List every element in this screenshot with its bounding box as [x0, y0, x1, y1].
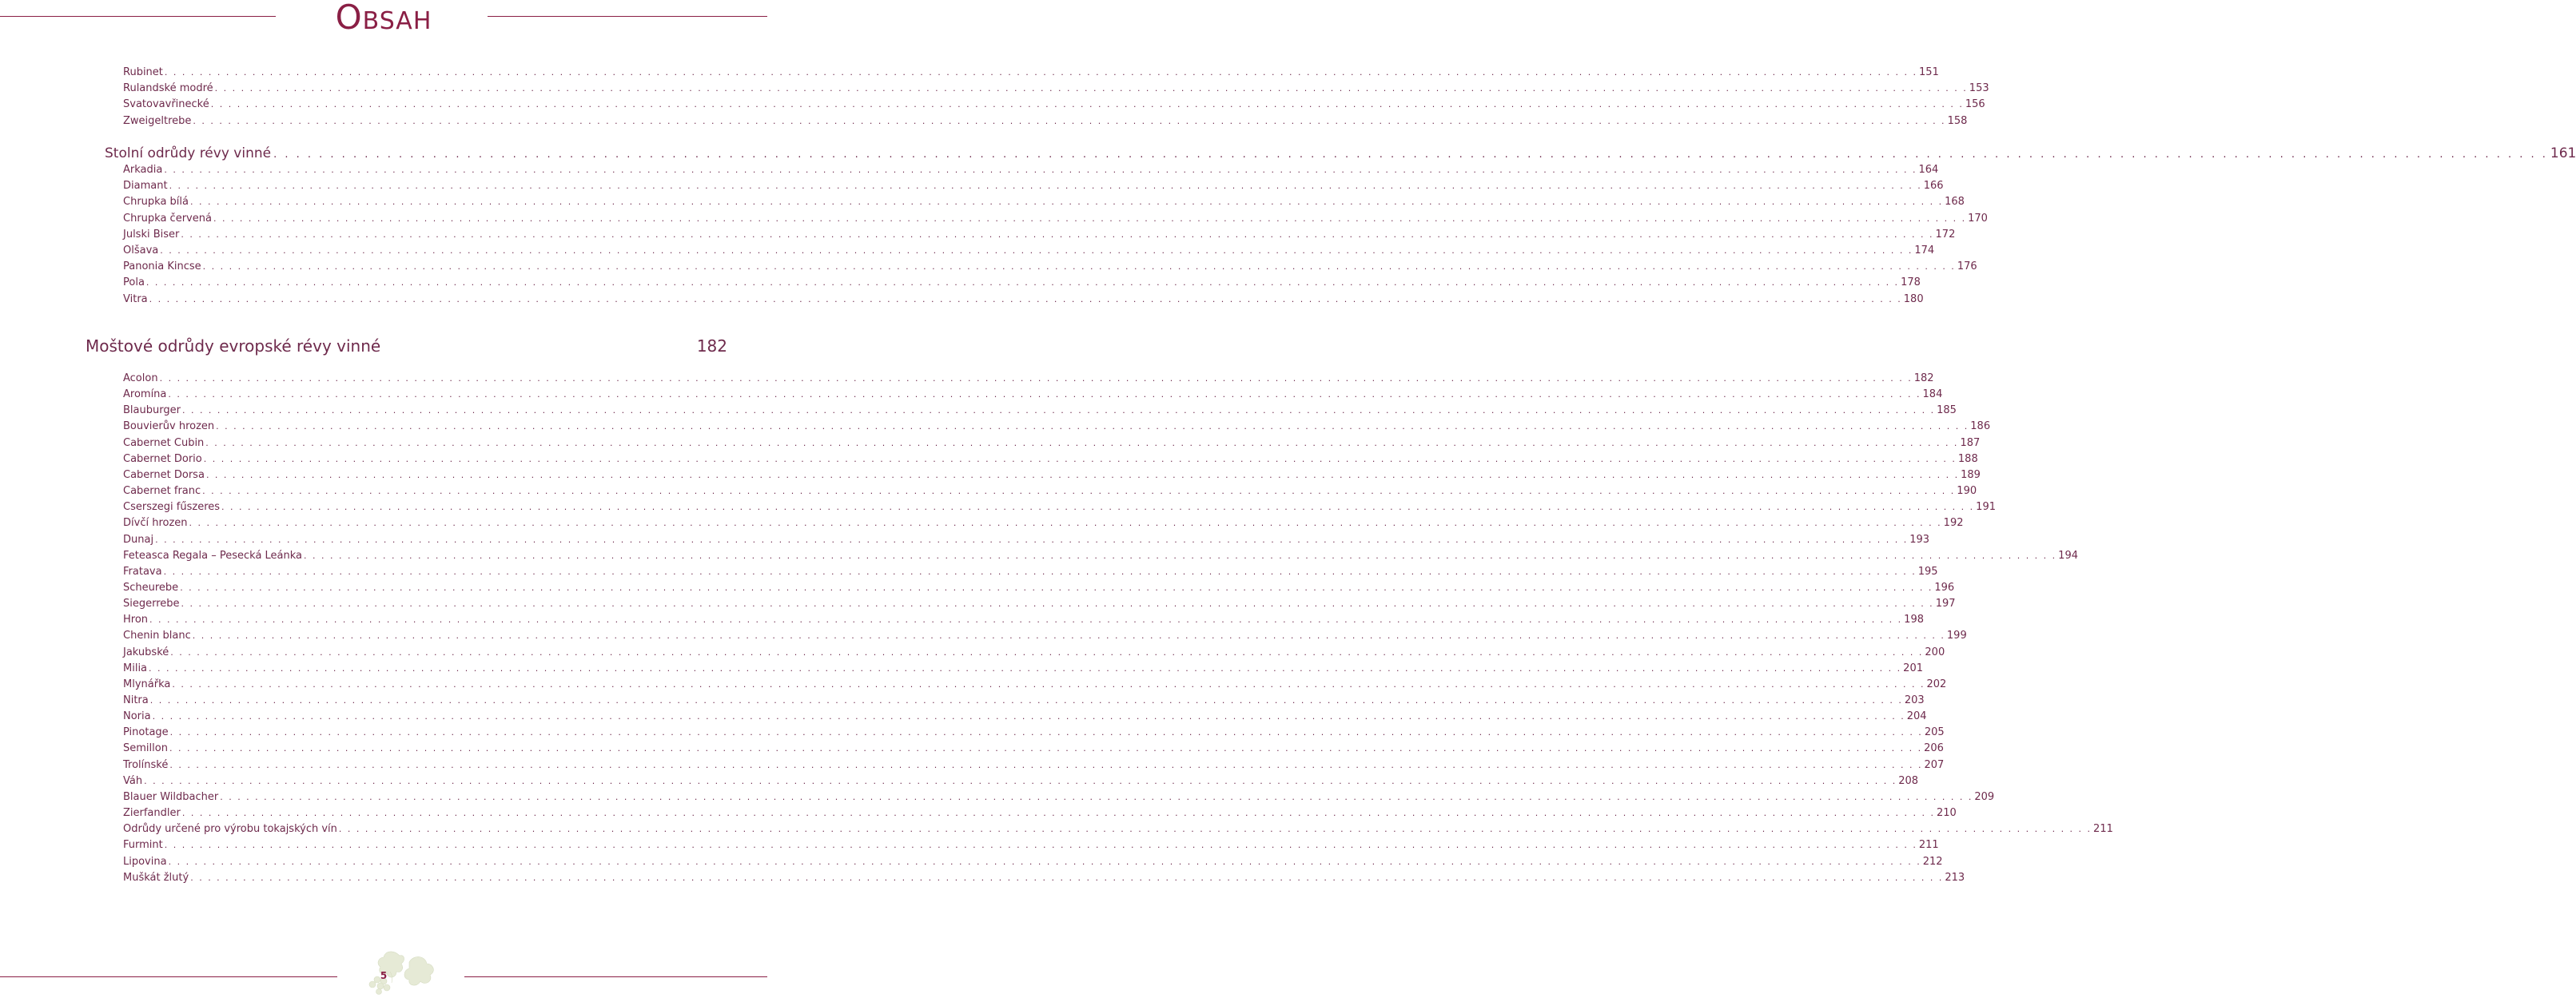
toc-entry-page: 211	[1918, 839, 1939, 852]
toc-entry	[123, 807, 1957, 823]
toc-entry-page: 201	[1903, 662, 1923, 674]
toc-leader-dots: . . . . . . . . . . . . . . . . . . . . . . . . . . . . . . . . . . . . . . . . . . . . . . . . . . . . . . . . . . . . . . . . . . . . . . . . . . . . . . . . . . . . . . . . . . . . . . . . . . . . . . . . . . . . . . . . . . . . . . . . . . . . . . . . . . . . . . . . . . . . . . . . . . . . . . . . . . . . . . . . . . . . . . . . . . . . . . . . . . . . . . . . . . . . . . . . . . . . . . . .	[168, 389, 1921, 400]
toc-leader-dots: . . . . . . . . . . . . . . . . . . . . . . . . . . . . . . . . . . . . . . . . . . . . . . . . . . . . . . . . . . . . . . . . . . . . . . . . . . . . . . . . . . . . . . . . . . . . . . . . . . . . . . . . . . . . . . . . . . . . . . . . . . . . . . . . . . . . . . . . . . . . . . . . . . . . . . . . . . . . . . . . . . . . . . . . . . . . . . . . . . . . . . . . . . . . . . . . . . . . . . . .	[172, 678, 1925, 690]
toc-leader-dots: . . . . . . . . . . . . . . . . . . . . . . . . . . . . . . . . . . . . . . . . . . . . . . . . . . . . . . . . . . . . . . . . . . . . . . . . . . . . . . . . . . . . . . . . . . . . . . . . . . . . . . . . . . . . . . . . . . . . . . . . . . . . . . . . . . . . . . . . . . . . . . . . . . . . . . . . . . . . . . . . . . . . . . . . . . . . . . . . . . . . . . . . . . . . . . . . . . . . . . . .	[210, 99, 1964, 110]
toc-entry	[123, 855, 1943, 872]
toc-section-label: Stolní odrůdy révy vinné	[105, 145, 272, 161]
toc-entry-label: Milia	[123, 662, 148, 674]
toc-entry	[123, 726, 1945, 742]
toc-entry	[123, 581, 1955, 598]
toc-entry	[123, 549, 2078, 566]
toc-entry	[123, 212, 1988, 229]
toc-entry-label: Pola	[123, 276, 145, 289]
toc-entry-page: 192	[1943, 517, 1964, 530]
toc-leader-dots: . . . . . . . . . . . . . . . . . . . . . . . . . . . . . . . . . . . . . . . . . . . . . . . . . . . . . . . . . . . . . . . . . . . . . . . . . . . . . . . . . . . . . . . . . . . . . . . . . . . . . . . . . . . . . . . . . . . . . . . . . . . . . . . . . . . . . . . . . . . . . . . . . . . . . . . . . . . . . . . . . . . . . . . . . . . . . . . . . . . . . . . . . . . . . . . . . . . . . . . .	[152, 711, 1905, 722]
toc-entry-page: 187	[1960, 436, 1981, 449]
toc-entry-label: Váh	[123, 774, 143, 787]
toc-entry-page: 203	[1904, 694, 1925, 706]
toc-entry-label: Furmint	[123, 839, 163, 852]
toc-leader-dots: . . . . . . . . . . . . . . . . . . . . . . . . . . . . . . . . . . . . . . . . . . . . . . . . . . . . . . . . . . . . . . . . . . . . . . . . . . . . . . . . . . . . . . . . . . . . . . . . . . . . . . . . . . . . . . . . . . . . . . . . . . . . . . . . . . . . . . . . . . . . . . . . . . . . . . . . . . . . . . . . . . . . . . . . . . . . . . . . . . . . . . . . . . . . . . . . . . . . . . . .	[149, 614, 1903, 626]
toc-entry-label: Blauburger	[123, 404, 181, 417]
toc-entry	[123, 114, 1968, 131]
toc-entry-label: Rulandské modré	[123, 82, 213, 95]
toc-entry-page: 205	[1924, 726, 1945, 739]
toc-entry	[123, 598, 1956, 614]
toc-leader-dots: . . . . . . . . . . . . . . . . . . . . . . . . . . . . . . . . . . . . . . . . . . . . . . . . . . . . . . . . . . . . . . . . . . . . . . . . . . . . . . . . . . . . . . . . . . . . . . . . . . . . . . . . . . . . . . . . . . . . . . . . . . . . . . . . . . . . . . . . . . . . . . . . . . . . . . . . . . . . . . . . . . . . . . . . . . . . . . . . . . . . . . . . . . . . . . . . . . . . . . . .	[169, 743, 1923, 754]
toc-entry-page: 202	[1926, 678, 1947, 690]
toc-entry	[123, 662, 1923, 678]
toc-entry-label: Acolon	[123, 372, 158, 384]
toc-entry	[123, 292, 1924, 309]
toc-entry	[123, 774, 1919, 791]
toc-leader-dots: . . . . . . . . . . . . . . . . . . . . . . . . . . . . . . . . . . . . . . . . . . . . . . . . . . . . . . . . . . . . . . . . . . . . . . . . . . . . . . . . . . . . . . . . . . . . . . . . . . . . . . . . . . . . . . . . . . . . . . . . . . . . . . . . . . . . . . . . . . . . . . . . . . . . . . . . . . . . . . . . . . . . . . . . . . . . . . . . . . . . . . . . . . . . . . . . . . . . . . . .	[169, 759, 1923, 770]
toc-entry-label: Odrůdy určené pro výrobu tokajských vín	[123, 823, 337, 836]
toc-leader-dots: . . . . . . . . . . . . . . . . . . . . . . . . . . . . . . . . . . . . . . . . . . . . . . . . . . . . . . . . . . . . . . . . . . . . . . . . . . . . . . . . . . . . . . . . . . . . . . . . . . . . . . . . . . . . . . . . . . . . . . . . . . . . . . . . . . . . . . . . . . . . . . . . . . . . . . . . . . . . . . . . . . . . . . . . . . . . . . . . . . . . . . . . . . . . . . . . . . . . . . . .	[202, 261, 1956, 272]
toc-entry	[123, 228, 1956, 245]
toc-entry	[123, 180, 1944, 196]
toc-entry	[123, 839, 1939, 855]
toc-entry-page: 206	[1924, 742, 1944, 755]
toc-entry	[123, 404, 1957, 420]
toc-entry-label: Pinotage	[123, 726, 169, 739]
toc-entry-page: 198	[1904, 614, 1924, 626]
toc-entry-label: Dunaj	[123, 533, 154, 546]
toc-entry-page: 193	[1909, 533, 1930, 546]
toc-leader-dots: . . . . . . . . . . . . . . . . . . . . . . . . . . . . . . . . . . . . . . . . . . . . . . . . . . . . . . . . . . . . . . . . . . . . . . . . . . . . . . . . . . . . . . . . . . . . . . . . . . . . . . . . . . . . . . . . . . . . . . . . . . . . . . . . . . . . . . . . . . . . . . . . . . . . . . . . . . . . . . . . . . . . . . . . . . . . . . . . . . . . . . . . . . . . . . . . . . . . . . . .	[192, 630, 1945, 642]
toc-entry-label: Lipovina	[123, 855, 167, 868]
toc-entry-label: Nitra	[123, 694, 149, 706]
toc-entry	[123, 452, 1978, 469]
toc-entry	[123, 276, 1921, 292]
toc-entry-page: 185	[1937, 404, 1957, 417]
toc-entry-label: Chrupka bílá	[123, 196, 189, 209]
toc-entry-label: Cabernet Cubin	[123, 436, 205, 449]
toc-entry	[123, 823, 2113, 839]
toc-entry-page: 180	[1903, 292, 1924, 305]
toc-leader-dots: . . . . . . . . . . . . . . . . . . . . . . . . . . . . . . . . . . . . . . . . . . . . . . . . . . . . . . . . . . . . . . . . . . . . . . . . . . . . . . . . . . . . . . . . . . . . . . . . . . . . . . . . . . . . . . . . . . . . . . . . . . . . . . . . . . . . . . . . . . . . . . . . . . . . . . . . . . . . . . . . . . . . . . . . . . . . . . . . . . . . . . . . . . . . . . . . . . . . . . . .	[205, 469, 1960, 480]
toc-entry-label: Mlynářka	[123, 678, 171, 690]
toc-entry-page: 197	[1935, 598, 1956, 610]
toc-entry-label: Fratava	[123, 565, 162, 578]
toc-entry-page: 200	[1925, 646, 1945, 658]
toc-entry-page: 213	[1945, 871, 1965, 884]
toc-entry-page: 191	[1976, 501, 1996, 514]
toc-entry	[123, 196, 1965, 212]
toc-entry-page: 182	[1913, 372, 1934, 384]
page-title	[0, 0, 767, 38]
toc-entry-label: Arkadia	[123, 164, 163, 176]
toc-leader-dots: . . . . . . . . . . . . . . . . . . . . . . . . . . . . . . . . . . . . . . . . . . . . . . . . . . . . . . . . . . . . . . . . . . . . . . . . . . . . . . . . . . . . . . . . . . . . . . . . . . . . . . . . . . . . . . . . . . . . . . . . . . . . . . . . . . . . . . . . . . . . . . . . . . . . . . . . . . . . . . . . . . . . . . . . . . . . . . . . . . . . . . . . . . . . . . . . . . . . . . . .	[169, 727, 1923, 738]
toc-leader-dots: . . . . . . . . . . . . . . . . . . . . . . . . . . . . . . . . . . . . . . . . . . . . . . . . . . . . . . . . . . . . . . . . . . . . . . . . . . . . . . . . . . . . . . . . . . . . . . . . . . . . . . . . . . . . . . . . . . . . . . . . . . . . . . . . . . . . . . . . . . . . . . . . . . . . . . . . . . . . . . . . . . . . . . . . . . . . . . . . . . . . . . . . . . . . . . . . . . . . . . . .	[220, 791, 1973, 802]
toc-entry-page: 176	[1957, 260, 1977, 273]
toc-entry-page: 199	[1946, 630, 1967, 642]
toc-entry-label: Zweigeltrebe	[123, 114, 192, 127]
toc-entry-label: Scheurebe	[123, 581, 179, 594]
toc-entry-page: 166	[1923, 180, 1944, 193]
toc-leader-dots: . . . . . . . . . . . . . . . . . . . . . . . . . . . . . . . . . . . . . . . . . . . . . . . . . . . . . . . . . . . . . . . . . . . . . . . . . . . . . . . . . . . . . . . . . . . . . . . . . . . . . . . . . . . . . . . . . . . . . . . . . . . . . . . . . . . . . . . . . . . . . . . . . . . . . . . . . . . . . . . . . . . . . . . . . . . . . . . . . . . . . . . . . . . . . . . . . . . . . . . .	[180, 582, 1933, 593]
toc-entry-page: 207	[1924, 758, 1945, 771]
toc-entry-label: Vitra	[123, 292, 148, 305]
toc-entry-label: Noria	[123, 710, 151, 723]
toc-entry	[123, 678, 1947, 694]
toc-entry-page: 168	[1945, 196, 1965, 209]
toc-entry-page: 156	[1965, 98, 1985, 111]
toc-entry	[123, 871, 1965, 888]
toc-leader-dots: . . . . . . . . . . . . . . . . . . . . . . . . . . . . . . . . . . . . . . . . . . . . . . . . . . . . . . . . . . . . . . . . . . . . . . . . . . . . . . . . . . . . . . . . . . . . . . . . . . . . . . . . . . . . . . . . . . . . . . . . . . . . . . . . . . . . . . . . . . . . . . . . . . . . . . . . . . . . . . . . . . . . . . . . . . . . . . . . . . . . . . . . . . . . . . . . . . . . . . . .	[163, 566, 1917, 577]
page-number: 5	[380, 970, 388, 981]
toc-entry-label: Cabernet Dorsa	[123, 468, 205, 481]
toc-leader-dots: . . . . . . . . . . . . . . . . . . . . . . . . . . . . . . . . . . . . . . . . . . . . . . . . . . . . . . . . . . . . . . . . . . . . . . . . . . . . . . . . . . . . . . . . . . . . . . . . . . . . . . . . . . . . . . . . . . . . . . . . . . . . . . . . . . . . . . . . . . . . . . . . . . . . . . . . . . . . . . . . . . . . . . . . . . . . . . . . . . . . . . . . . . . . . . . . . . . . . . . .	[164, 67, 1918, 78]
toc-entry-page: 196	[1934, 581, 1955, 594]
page-title-initial: O	[335, 0, 363, 37]
toc-entry-label: Muškát žlutý	[123, 871, 189, 884]
toc-entry-page: 184	[1922, 388, 1943, 401]
toc-leader-dots: . . . . . . . . . . . . . . . . . . . . . . . . . . . . . . . . . . . . . . . . . . . . . . . . . . . . . . . . . . . . . . . . . . . . . . . . . . . . . . . . . . . . . . . . . . . . . . . . . . . . . . . . . . . . . . . . . . . . . . . . . . . . . . . . . . . . . . . . . . . . . . . . . . . . . . . . . . . . . . . . . . . . . . . . . . . . . . . . . . . . . . . . . . . . . . . . . . . . . . . .	[149, 293, 1902, 304]
toc-leader-dots: . . . . . . . . . . . . . . . . . . . . . . . . . . . . . . . . . . . . . . . . . . . . . . . . . . . . . . . . . . . . . . . . . . . . . . . . . . . . . . . . . . . . . . . . . . . . . . . . . . . . . . . . . . . . . . . . . . . . . . . . . . . . . . . . . . . . . . . . . . . . . . . . . . . . . . . . . . . . . . . . . . . . . . . . . . . . . . . . . . . . . . . . . . . . . . . . . . . . . . . .	[205, 437, 1959, 448]
toc-leader-dots: . . . . . . . . . . . . . . . . . . . . . . . . . . . . . . . . . . . . . . . . . . . . . . . . . . . . . . . . . . . . . . . . . . . . . . . . . . . . . . . . . . . . . . . . . . . . . . . . . . . . . . . . . . . . . . . . . . . . . . . . . . . . . . . . . . . . . . . . . . . . . . . . . . . . . . . . . . . . . . . . . . . . . . . . . . . . . . . . . . . . . . . . . . . . . . . . . . . . . . . .	[193, 115, 1946, 126]
toc-heading-page: 182	[696, 336, 727, 356]
toc-entry	[123, 420, 1991, 436]
toc-leader-dots: . . . . . . . . . . . . . . . . . . . . . . . . . . . . . . . . . . . . . . . . . . . . . . . . . . . . . . . . . . . . . . . . . . . . . . . . . . . . . . . . . . . . . . . . . . . . . . . . . . . . . . . . . . . . . . . . . . . . . . . . . . . . . . . . . . . . . . . . . . . . . . . . . . . . . . . . . . . . . . . . . . . . . . . . . . . . . . . . . . . . . . . . . . . . . . . . . . . . . . . .	[216, 421, 1969, 432]
toc-leader-dots: . . . . . . . . . . . . . . . . . . . . . . . . . . . . . . . . . . . . . . . . . . . . . . . . . . . . . . . . . . . . . . . . . . . . . . . . . . . . . . . . . . . . . . . . . . . . . . . . . . . . . . . . . . . . . . . . . . . . . . . . . . . . . . . . . . . . . . . . . . . . . . . . . . . . . . . . . . . . . . . . . . . . . . . . . . . . . . . . . . . . . . . . . . . . . . . . . . . . . . . .	[203, 453, 1957, 464]
toc-leader-dots: . . . . . . . . . . . . . . . . . . . . . . . . . . . . . . . . . . . . . . . . . . . . . . . . . . . . . . . . . . . . . . . . . . . . . . . . . . . . . . . . . . . . . . . . . . . . . . . . . . . . . . . . . . . . . . . . . . . . . . . . . . . . . . . . . . . . . . . . . . . . . . . . . . . . . . . . . . . . . . . . . . . . . . . . . . . . . . . . . . . . . . . . . . . . . . . . . . . . . . . .	[273, 149, 2548, 161]
toc-entry	[123, 742, 1944, 758]
toc-entry-label: Chrupka červená	[123, 212, 212, 225]
toc-entry-page: 212	[1922, 855, 1943, 868]
toc-leader-dots: . . . . . . . . . . . . . . . . . . . . . . . . . . . . . . . . . . . . . . . . . . . . . . . . . . . . . . . . . . . . . . . . . . . . . . . . . . . . . . . . . . . . . . . . . . . . . . . . . . . . . . . . . . . . . . . . . . . . . . . . . . . . . . . . . . . . . . . . . . . . . . . . . . . . . . . . . . . . . . . . . . . . . . . . . . . . . . . . . . . . . . . . . . . . . . . . . . . . . . . .	[164, 840, 1917, 851]
toc-leader-dots: . . . . . . . . . . . . . . . . . . . . . . . . . . . . . . . . . . . . . . . . . . . . . . . . . . . . . . . . . . . . . . . . . . . . . . . . . . . . . . . . . . . . . . . . . . . . . . . . . . . . . . . . . . . . . . . . . . . . . . . . . . . . . . . . . . . . . . . . . . . . . . . . . . . . . . . . . . . . . . . . . . . . . . . . . . . . . . . . . . . . . . . . . . . . . . . . . . . . . . . .	[149, 695, 1903, 706]
toc-entry-label: Dívčí hrozen	[123, 517, 188, 530]
toc-entry-label: Feteasca Regala – Pesecká Leánka	[123, 549, 303, 562]
toc-entry-label: Hron	[123, 614, 149, 626]
toc-entry	[123, 790, 1995, 807]
toc-entry	[123, 614, 1924, 630]
toc-entry-label: Cabernet Dorio	[123, 452, 202, 465]
toc-leader-dots: . . . . . . . . . . . . . . . . . . . . . . . . . . . . . . . . . . . . . . . . . . . . . . . . . . . . . . . . . . . . . . . . . . . . . . . . . . . . . . . . . . . . . . . . . . . . . . . . . . . . . . . . . . . . . . . . . . . . . . . . . . . . . . . . . . . . . . . . . . . . . . . . . . . . . . . . . . . . . . . . . . . . . . . . . . . . . . . . . . . . . . . . . . . . . . . . . . . . . . . .	[164, 165, 1917, 175]
toc-leader-dots: . . . . . . . . . . . . . . . . . . . . . . . . . . . . . . . . . . . . . . . . . . . . . . . . . . . . . . . . . . . . . . . . . . . . . . . . . . . . . . . . . . . . . . . . . . . . . . . . . . . . . . . . . . . . . . . . . . . . . . . . . . . . . . . . . . . . . . . . . . . . . . . . . . . . . . . . . . . . . . . . . . . . . . . . . . . . . . . . . . . . . . . . . . . . . . . . . . . . . . . .	[170, 646, 1924, 658]
toc-entry-page: 195	[1917, 565, 1938, 578]
toc-entry	[123, 66, 1939, 82]
toc-entry-page: 204	[1906, 710, 1927, 723]
toc-entry	[123, 565, 1938, 582]
toc-entry-page: 174	[1914, 245, 1935, 256]
toc-entry-label: Trolínské	[123, 758, 169, 771]
toc-entry-page: 178	[1901, 276, 1921, 289]
toc-entry-label: Rubinet	[123, 66, 163, 78]
toc-leader-dots: . . . . . . . . . . . . . . . . . . . . . . . . . . . . . . . . . . . . . . . . . . . . . . . . . . . . . . . . . . . . . . . . . . . . . . . . . . . . . . . . . . . . . . . . . . . . . . . . . . . . . . . . . . . . . . . . . . . . . . . . . . . . . . . . . . . . . . . . . . . . . . . . . . . . . . . . . . . . . . . . . . . . . . . . . . . . . . . . . . . . . . . . . . . . . . . . . . . . . . . .	[189, 518, 1942, 529]
toc-entry	[123, 372, 1934, 388]
toc-entry	[123, 710, 1927, 726]
toc-leader-dots: . . . . . . . . . . . . . . . . . . . . . . . . . . . . . . . . . . . . . . . . . . . . . . . . . . . . . . . . . . . . . . . . . . . . . . . . . . . . . . . . . . . . . . . . . . . . . . . . . . . . . . . . . . . . . . . . . . . . . . . . . . . . . . . . . . . . . . . . . . . . . . . . . . . . . . . . . . . . . . . . . . . . . . . . . . . . . . . . . . . . . . . . . . . . . . . . . . . . . . . .	[213, 213, 1967, 224]
toc-entry	[123, 694, 1925, 710]
toc-entry	[123, 646, 1945, 662]
toc-entry-label: Bouvierův hrozen	[123, 420, 215, 433]
toc-entry	[123, 758, 1945, 775]
toc-leader-dots: . . . . . . . . . . . . . . . . . . . . . . . . . . . . . . . . . . . . . . . . . . . . . . . . . . . . . . . . . . . . . . . . . . . . . . . . . . . . . . . . . . . . . . . . . . . . . . . . . . . . . . . . . . . . . . . . . . . . . . . . . . . . . . . . . . . . . . . . . . . . . . . . . . . . . . . . . . . . . . . . . . . . . . . . . . . . . . . . . . . . . . . . . . . . . . . . . . . . . . . .	[181, 229, 1934, 240]
toc-entry	[123, 164, 1939, 180]
toc-entry	[123, 485, 1977, 501]
toc-leader-dots: . . . . . . . . . . . . . . . . . . . . . . . . . . . . . . . . . . . . . . . . . . . . . . . . . . . . . . . . . . . . . . . . . . . . . . . . . . . . . . . . . . . . . . . . . . . . . . . . . . . . . . . . . . . . . . . . . . . . . . . . . . . . . . . . . . . . . . . . . . . . . . . . . . . . . . . . . . . . . . . . . . . . . . . . . . . . . . . . . . . . . . . . . . . . . . . . . . . . . . . .	[155, 534, 1909, 545]
toc-entry	[123, 533, 1930, 550]
toc-entry	[123, 388, 1943, 404]
toc-entry-label: Julski Biser	[123, 228, 180, 241]
toc-entry-label: Diamant	[123, 180, 168, 193]
toc-entry-page: 158	[1947, 114, 1968, 127]
toc-entry-page: 210	[1937, 807, 1957, 820]
toc-entry-page: 164	[1918, 164, 1939, 176]
toc-entry-page: 188	[1957, 452, 1978, 465]
toc-entry	[123, 260, 1977, 276]
toc-leader-dots: . . . . . . . . . . . . . . . . . . . . . . . . . . . . . . . . . . . . . . . . . . . . . . . . . . . . . . . . . . . . . . . . . . . . . . . . . . . . . . . . . . . . . . . . . . . . . . . . . . . . . . . . . . . . . . . . . . . . . . . . . . . . . . . . . . . . . . . . . . . . . . . . . . . . . . . . . . . . . . . . . . . . . . . . . . . . . . . . . . . . . . . . . . . . . . . . . . . . . . . .	[181, 405, 1936, 416]
toc-entry	[123, 436, 1981, 453]
toc-entry	[123, 468, 1981, 485]
toc-leader-dots: . . . . . . . . . . . . . . . . . . . . . . . . . . . . . . . . . . . . . . . . . . . . . . . . . . . . . . . . . . . . . . . . . . . . . . . . . . . . . . . . . . . . . . . . . . . . . . . . . . . . . . . . . . . . . . . . . . . . . . . . . . . . . . . . . . . . . . . . . . . . . . . . . . . . . . . . . . . . . . . . . . . . . . . . . . . . . . . . . . . . . . . . . . . . . . . . . . . . . . . .	[190, 872, 1944, 883]
toc-leader-dots: . . . . . . . . . . . . . . . . . . . . . . . . . . . . . . . . . . . . . . . . . . . . . . . . . . . . . . . . . . . . . . . . . . . . . . . . . . . . . . . . . . . . . . . . . . . . . . . . . . . . . . . . . . . . . . . . . . . . . . . . . . . . . . . . . . . . . . . . . . . . . . . . . . . . . . . . . . . . . . . . . . . . . . . . . . . . . . . . . . . . . . . . . . . . . . . . . . . . . . . .	[159, 373, 1913, 384]
toc-entry-label: Chenin blanc	[123, 630, 191, 642]
toc-entry-label: Jakubské	[123, 646, 169, 658]
toc-leader-dots: . . . . . . . . . . . . . . . . . . . . . . . . . . . . . . . . . . . . . . . . . . . . . . . . . . . . . . . . . . . . . . . . . . . . . . . . . . . . . . . . . . . . . . . . . . . . . . . . . . . . . . . . . . . . . . . . . . . . . . . . . . . . . . . . . . . . . . . . . . . . . . . . . . . . . . . . . . . . . . . . . . . . . . . . . . . . . . . . . . . . . . . . . . . . . . . . . . . . . . . .	[144, 775, 1897, 786]
toc-leader-dots: . . . . . . . . . . . . . . . . . . . . . . . . . . . . . . . . . . . . . . . . . . . . . . . . . . . . . . . . . . . . . . . . . . . . . . . . . . . . . . . . . . . . . . . . . . . . . . . . . . . . . . . . . . . . . . . . . . . . . . . . . . . . . . . . . . . . . . . . . . . . . . . . . . . . . . . . . . . . . . . . . . . . . . . . . . . . . . . . . . . . . . . . . . . . . . . . . . . . . . . .	[202, 486, 1956, 497]
toc-entry	[123, 630, 1967, 646]
toc-entry-page: 170	[1968, 212, 1988, 225]
toc-entry-label: Cserszegi fűszeres	[123, 501, 221, 514]
toc-entry-page: 153	[1969, 82, 1989, 95]
toc-entry-page: 151	[1919, 66, 1939, 78]
toc-heading-mostove	[86, 336, 727, 356]
toc-leader-dots: . . . . . . . . . . . . . . . . . . . . . . . . . . . . . . . . . . . . . . . . . . . . . . . . . . . . . . . . . . . . . . . . . . . . . . . . . . . . . . . . . . . . . . . . . . . . . . . . . . . . . . . . . . . . . . . . . . . . . . . . . . . . . . . . . . . . . . . . . . . . . . . . . . . . . . . . . . . . . . . . . . . . . . . . . . . . . . . . . . . . . . . . . . . . . . . . . . . . . . . .	[181, 598, 1934, 610]
toc-entry-page: 172	[1935, 228, 1956, 241]
toc-entry-label: Semillon	[123, 742, 168, 755]
toc-entry-page: 209	[1974, 790, 1995, 803]
toc-heading-label: Moštové odrůdy evropské révy vinné	[86, 336, 381, 356]
toc-leader-dots: . . . . . . . . . . . . . . . . . . . . . . . . . . . . . . . . . . . . . . . . . . . . . . . . . . . . . . . . . . . . . . . . . . . . . . . . . . . . . . . . . . . . . . . . . . . . . . . . . . . . . . . . . . . . . . . . . . . . . . . . . . . . . . . . . . . . . . . . . . . . . . . . . . . . . . . . . . . . . . . . . . . . . . . . . . . . . . . . . . . . . . . . . . . . . . . . . . . . . . . .	[214, 83, 1968, 94]
toc-entry-page: 186	[1970, 420, 1991, 433]
toc-entry-page: 189	[1961, 468, 1981, 481]
toc-entry	[123, 245, 1935, 260]
toc-leader-dots: . . . . . . . . . . . . . . . . . . . . . . . . . . . . . . . . . . . . . . . . . . . . . . . . . . . . . . . . . . . . . . . . . . . . . . . . . . . . . . . . . . . . . . . . . . . . . . . . . . . . . . . . . . . . . . . . . . . . . . . . . . . . . . . . . . . . . . . . . . . . . . . . . . . . . . . . . . . . . . . . . . . . . . . . . . . . . . . . . . . . . . . . . . . . . . . . . . . . . . . .	[145, 277, 1900, 288]
toc-leader-dots: . . . . . . . . . . . . . . . . . . . . . . . . . . . . . . . . . . . . . . . . . . . . . . . . . . . . . . . . . . . . . . . . . . . . . . . . . . . . . . . . . . . . . . . . . . . . . . . . . . . . . . . . . . . . . . . . . . . . . . . . . . . . . . . . . . . . . . . . . . . . . . . . . . . . . . . . . . . . . . . . . . . . . . . . . . . . . . . . . . . . . . . . . . . . . . . . . . . . . . . .	[160, 245, 1913, 256]
toc-entry-label: Zierfandler	[123, 807, 181, 820]
toc-entry-label: Olšava	[123, 245, 159, 256]
toc-leader-dots: . . . . . . . . . . . . . . . . . . . . . . . . . . . . . . . . . . . . . . . . . . . . . . . . . . . . . . . . . . . . . . . . . . . . . . . . . . . . . . . . . . . . . . . . . . . . . . . . . . . . . . . . . . . . . . . . . . . . . . . . . . . . . . . . . . . . . . . . . . . . . . . . . . . . . . . . . . . . . . . . . . . . . . . . . . . . . . . . . . . . . . . . . . . . . . . . . . . . . . . .	[168, 856, 1921, 867]
toc-entry	[123, 517, 1964, 533]
toc-section-stolni	[105, 145, 2576, 161]
toc-entry-page: 211	[2093, 823, 2113, 836]
page-title-rest: BSAH	[362, 7, 432, 35]
toc-leader-dots: . . . . . . . . . . . . . . . . . . . . . . . . . . . . . . . . . . . . . . . . . . . . . . . . . . . . . . . . . . . . . . . . . . . . . . . . . . . . . . . . . . . . . . . . . . . . . . . . . . . . . . . . . . . . . . . . . . . . . . . . . . . . . . . . . . . . . . . . . . . . . . . . . . . . . . . . . . . . . . . . . . . . . . . . . . . . . . . . . . . . . . . . . . . . . . . . . . . . . . . .	[304, 550, 2057, 561]
toc-leader-dots: . . . . . . . . . . . . . . . . . . . . . . . . . . . . . . . . . . . . . . . . . . . . . . . . . . . . . . . . . . . . . . . . . . . . . . . . . . . . . . . . . . . . . . . . . . . . . . . . . . . . . . . . . . . . . . . . . . . . . . . . . . . . . . . . . . . . . . . . . . . . . . . . . . . . . . . . . . . . . . . . . . . . . . . . . . . . . . . . . . . . . . . . . . . . . . . . . . . . . . . .	[169, 181, 1922, 192]
toc-entry-page: 194	[2058, 549, 2078, 562]
toc-entry	[123, 501, 1996, 517]
toc-leader-dots: . . . . . . . . . . . . . . . . . . . . . . . . . . . . . . . . . . . . . . . . . . . . . . . . . . . . . . . . . . . . . . . . . . . . . . . . . . . . . . . . . . . . . . . . . . . . . . . . . . . . . . . . . . . . . . . . . . . . . . . . . . . . . . . . . . . . . . . . . . . . . . . . . . . . . . . . . . . . . . . . . . . . . . . . . . . . . . . . . . . . . . . . . . . . . . . . . . . . . . . .	[338, 824, 2092, 835]
toc-entry-label: Cabernet franc	[123, 485, 201, 498]
toc-leader-dots: . . . . . . . . . . . . . . . . . . . . . . . . . . . . . . . . . . . . . . . . . . . . . . . . . . . . . . . . . . . . . . . . . . . . . . . . . . . . . . . . . . . . . . . . . . . . . . . . . . . . . . . . . . . . . . . . . . . . . . . . . . . . . . . . . . . . . . . . . . . . . . . . . . . . . . . . . . . . . . . . . . . . . . . . . . . . . . . . . . . . . . . . . . . . . . . . . . . . . . . .	[221, 502, 1975, 513]
toc-leader-dots: . . . . . . . . . . . . . . . . . . . . . . . . . . . . . . . . . . . . . . . . . . . . . . . . . . . . . . . . . . . . . . . . . . . . . . . . . . . . . . . . . . . . . . . . . . . . . . . . . . . . . . . . . . . . . . . . . . . . . . . . . . . . . . . . . . . . . . . . . . . . . . . . . . . . . . . . . . . . . . . . . . . . . . . . . . . . . . . . . . . . . . . . . . . . . . . . . . . . . . . .	[181, 808, 1935, 819]
toc-entry-label: Panonia Kincse	[123, 260, 201, 273]
toc-entry-label: Blauer Wildbacher	[123, 790, 219, 803]
toc-entry-page: 208	[1898, 774, 1919, 787]
toc-entry-page: 190	[1957, 485, 1977, 498]
toc-entry-label: Svatovavřinecké	[123, 98, 209, 111]
toc-entry	[123, 98, 1985, 114]
toc-section-page: 161	[2550, 145, 2576, 161]
toc-leader-dots: . . . . . . . . . . . . . . . . . . . . . . . . . . . . . . . . . . . . . . . . . . . . . . . . . . . . . . . . . . . . . . . . . . . . . . . . . . . . . . . . . . . . . . . . . . . . . . . . . . . . . . . . . . . . . . . . . . . . . . . . . . . . . . . . . . . . . . . . . . . . . . . . . . . . . . . . . . . . . . . . . . . . . . . . . . . . . . . . . . . . . . . . . . . . . . . . . . . . . . . .	[149, 662, 1902, 674]
toc-entry-label: Aromína	[123, 388, 167, 401]
toc-leader-dots: . . . . . . . . . . . . . . . . . . . . . . . . . . . . . . . . . . . . . . . . . . . . . . . . . . . . . . . . . . . . . . . . . . . . . . . . . . . . . . . . . . . . . . . . . . . . . . . . . . . . . . . . . . . . . . . . . . . . . . . . . . . . . . . . . . . . . . . . . . . . . . . . . . . . . . . . . . . . . . . . . . . . . . . . . . . . . . . . . . . . . . . . . . . . . . . . . . . . . . . .	[190, 197, 1944, 208]
toc-entry	[123, 82, 1989, 98]
toc-entry-label: Siegerrebe	[123, 598, 180, 610]
